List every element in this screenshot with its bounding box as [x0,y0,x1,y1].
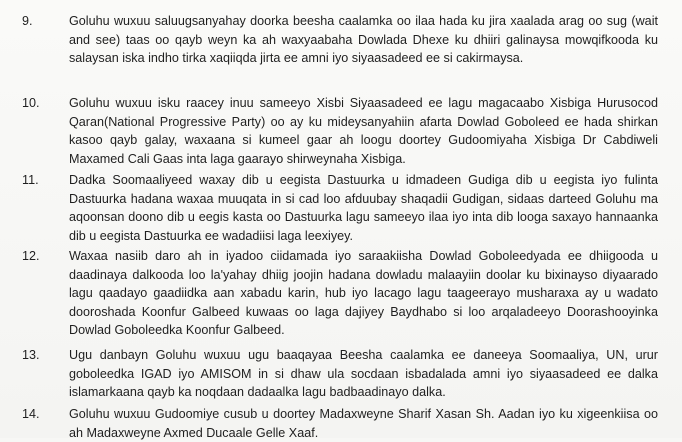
paragraph-number: 11. [22,173,39,187]
paragraph-12 [22,247,658,340]
paragraph-11 [22,171,658,245]
paragraph-text: Ugu danbayn Goluhu wuxuu ugu baaqayaa Beesha caalamka ee daneeya Soomaaliya, UN, urur goboleedka IGAD iyo AMISOM in si dhaw ula socdaan isbadalada amni iyo siyaasadeed ee dalka islamarkaana qayb ka noqdaan dadaalka lagu badbaadinayo dalka. [69,348,658,399]
paragraph-number: 12. [22,249,40,263]
paragraph-10 [22,94,658,168]
paragraph-13 [22,346,658,402]
paragraph-text: Dadka Soomaaliyeed waxay dib u eegista Dastuurka u idmadeen Gudiga dib u eegista iyo fulinta Dastuurka hadana waxaa muuqata in si cad loo afduubay shaqadii Gudigan, sidaas darteed Goluhu ma aqoonsan doono dib u eegis kasta oo Dastuurka lagu sameeyo ilaa iyo inta dib looga saxayo hannaanka dib u eegista Dastuurka ee wadadiisi laga leexiyey. [69,173,658,243]
paragraph-text: Goluhu wuxuu isku raacey inuu sameeyo Xisbi Siyaasadeed ee lagu magacaabo Xisbiga Hurusocod Qaran(National Progressive Party) oo ay ku mideysanyahiin afarta Dowlad Goboleed ee hada shirkan kasoo qayb galay, waxaana si kumeel gaar ah loogu doortey Gudoomiyaha Xisbiga Dr Cabdiweli Maxamed Cali Gaas inta laga gaarayo shirweynaha Xisbiga. [69,96,658,166]
paragraph-number: 13. [22,348,40,362]
paragraph-9 [22,12,658,68]
paragraph-text: Waxaa nasiib daro ah in iyadoo ciidamada iyo saraakiisha Dowlad Goboleedyada ee dhiigooda u daadinaya dalkooda loo la'yahay dhiig joojin hadana dowladu malaayiin doolar ku bixinayso diyaarado lagu qaadayo gaadiidka aan xabadu karin, hub iyo lacago lagu taageerayo musharaxa ay u wadato dooroshada Koonfur Galbeed kuwaas oo laga dajiyey Baydhabo si loo arqaladeeyo Doorashooyinka Dowlad Goboleedka Koonfur Galbeed. [69,249,658,337]
paragraph-number: 14. [22,407,40,421]
paragraph-text: Goluhu wuxuu Gudoomiye cusub u doortey Madaxweyne Sharif Xasan Sh. Aadan iyo ku xigeenkiisa oo ah Madaxweyne Axmed Ducaale Gelle Xaaf. [69,407,658,440]
paragraph-number: 9. [22,14,33,28]
paragraph-14 [22,405,658,442]
paragraph-number: 10. [22,96,40,110]
paragraph-text: Goluhu wuxuu saluugsanyahay doorka beesha caalamka oo ilaa hada ku jira xaalada arag oo sug (wait and see) taas oo qayb weyn ka ah waxyaabaha Dowlada Dhexe ku dhiiri galinaysa mowqifkooda ku salaysan iska indho tirka xaqiiqda jirta ee amni iyo siyaasadeed ee si cakirmaysa. [69,14,658,65]
